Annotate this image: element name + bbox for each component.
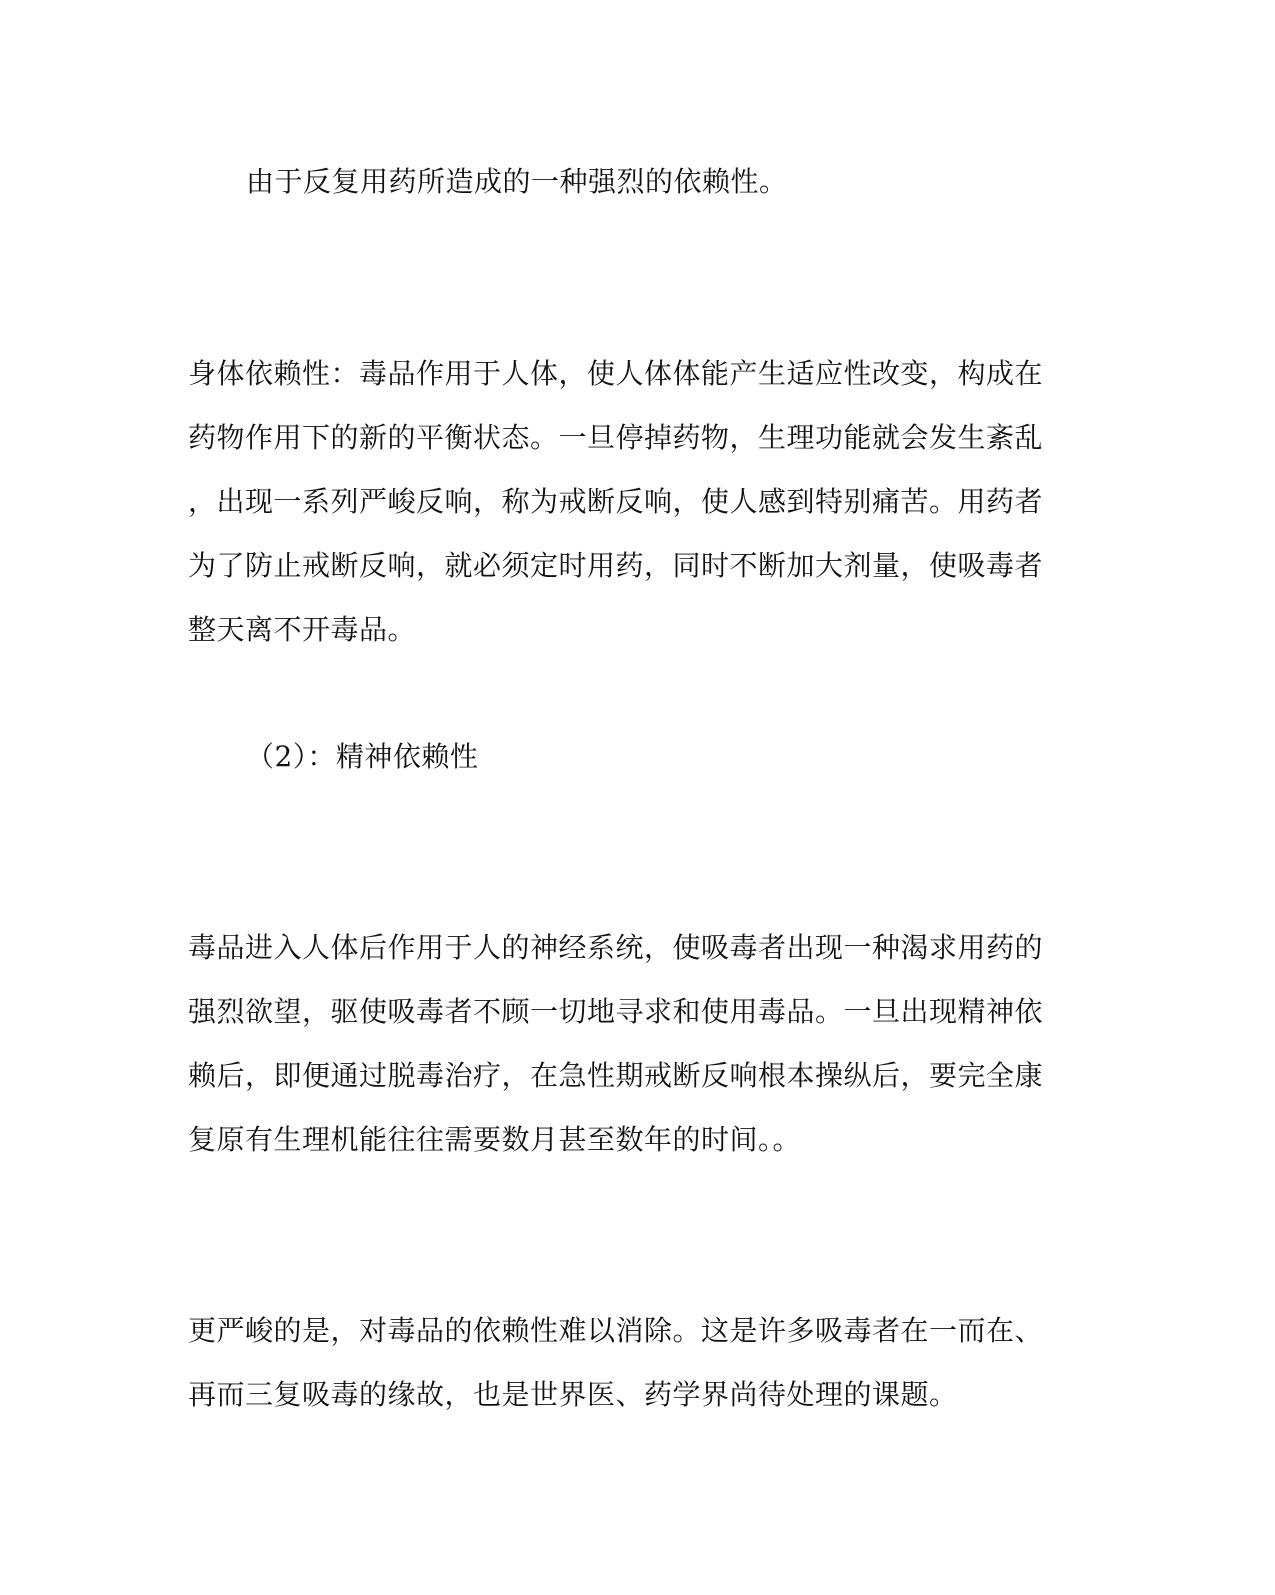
text-line: 复原有生理机能往往需要数月甚至数年的时间。。 — [188, 1123, 802, 1156]
text-line: 赖后，即便通过脱毒治疗，在急性期戒断反响根本操纵后，要完全康 — [188, 1059, 1044, 1092]
text-line: 身体依赖性：毒品作用于人体，使人体体能产生适应性改变，构成在 — [188, 357, 1044, 390]
text-line: 由于反复用药所造成的一种强烈的依赖性。 — [246, 165, 788, 198]
text-line: ，出现一系列严峻反响，称为戒断反响，使人感到特别痛苦。用药者 — [188, 485, 1044, 518]
text-line: 再而三复吸毒的缘故，也是世界医、药学界尚待处理的课题。 — [188, 1378, 958, 1411]
text-line: 药物作用下的新的平衡状态。一旦停掉药物，生理功能就会发生紊乱 — [188, 421, 1044, 454]
text-line: 毒品进入人体后作用于人的神经系统，使吸毒者出现一种渴求用药的 — [188, 931, 1044, 964]
text-line: 更严峻的是，对毒品的依赖性难以消除。这是许多吸毒者在一而在、 — [188, 1314, 1044, 1347]
text-line: 整天离不开毒品。 — [188, 613, 417, 646]
section-heading: （2）：精神依赖性 — [246, 740, 479, 773]
text-line: 强烈欲望，驱使吸毒者不顾一切地寻求和使用毒品。一旦出现精神依 — [188, 995, 1044, 1028]
text-line: 为了防止戒断反响，就必须定时用药，同时不断加大剂量，使吸毒者 — [188, 549, 1044, 582]
